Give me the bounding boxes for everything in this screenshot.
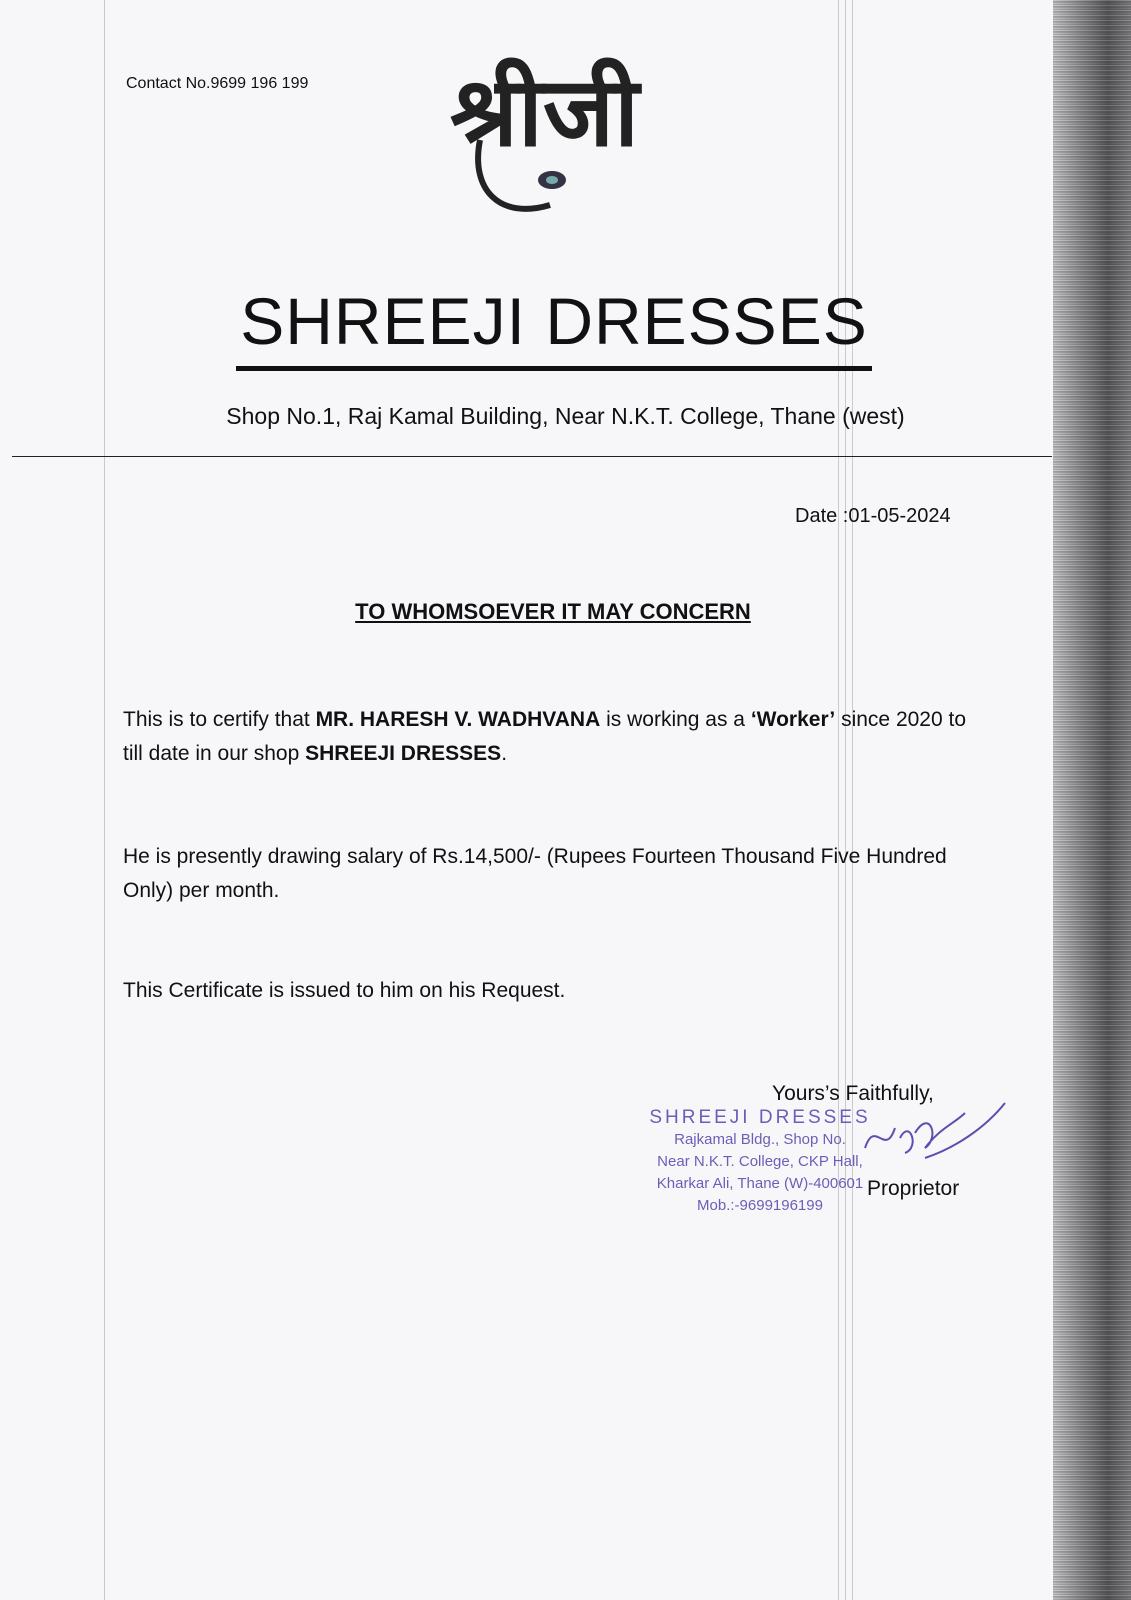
closing-salutation: Yours’s Faithfully, — [772, 1082, 934, 1105]
salary-paragraph: He is presently drawing salary of Rs.14,500/- (Rupees Fourteen Thousand Five Hundred Only) per month. — [123, 845, 947, 902]
employee-name: MR. HARESH V. WADHVANA — [315, 708, 601, 731]
contact-number: Contact No.9699 196 199 — [126, 75, 309, 92]
header-divider — [12, 456, 1052, 457]
shop-name: SHREEJI DRESSES — [305, 742, 502, 765]
scan-edge-shadow — [1053, 0, 1131, 1600]
shop-address: Shop No.1, Raj Kamal Building, Near N.K.T. College, Thane (west) — [226, 403, 905, 429]
scan-artifact-line — [838, 0, 839, 1600]
shreeji-logo — [440, 30, 680, 230]
logo-text: श्रीजी — [450, 55, 639, 168]
scan-artifact-line — [845, 0, 846, 1600]
letter-date: Date :01-05-2024 — [795, 505, 951, 527]
signatory-designation: Proprietor — [867, 1177, 960, 1200]
certification-paragraph: This is to certify that MR. HARESH V. WADHVANA is working as a ‘Worker’ since 2020 to till date in our shop SHREEJI DRESSES. — [123, 708, 967, 765]
proprietor-signature — [855, 1088, 1015, 1188]
letter-heading: TO WHOMSOEVER IT MAY CONCERN — [355, 599, 751, 624]
brand-name: SHREEJI DRESSES — [236, 282, 872, 371]
shop-stamp: SHREEJI DRESSES Rajkamal Bldg., Shop No. Near N.K.T. College, CKP Hall, Kharkar Ali, Thane (W)-400601 Mob.:-9699196199 — [649, 1107, 871, 1214]
scan-artifact-line — [852, 0, 853, 1600]
scan-artifact-line — [104, 0, 105, 1600]
request-paragraph: This Certificate is issued to him on his Request. — [123, 979, 566, 1002]
employee-role: ‘Worker’ — [750, 708, 836, 731]
